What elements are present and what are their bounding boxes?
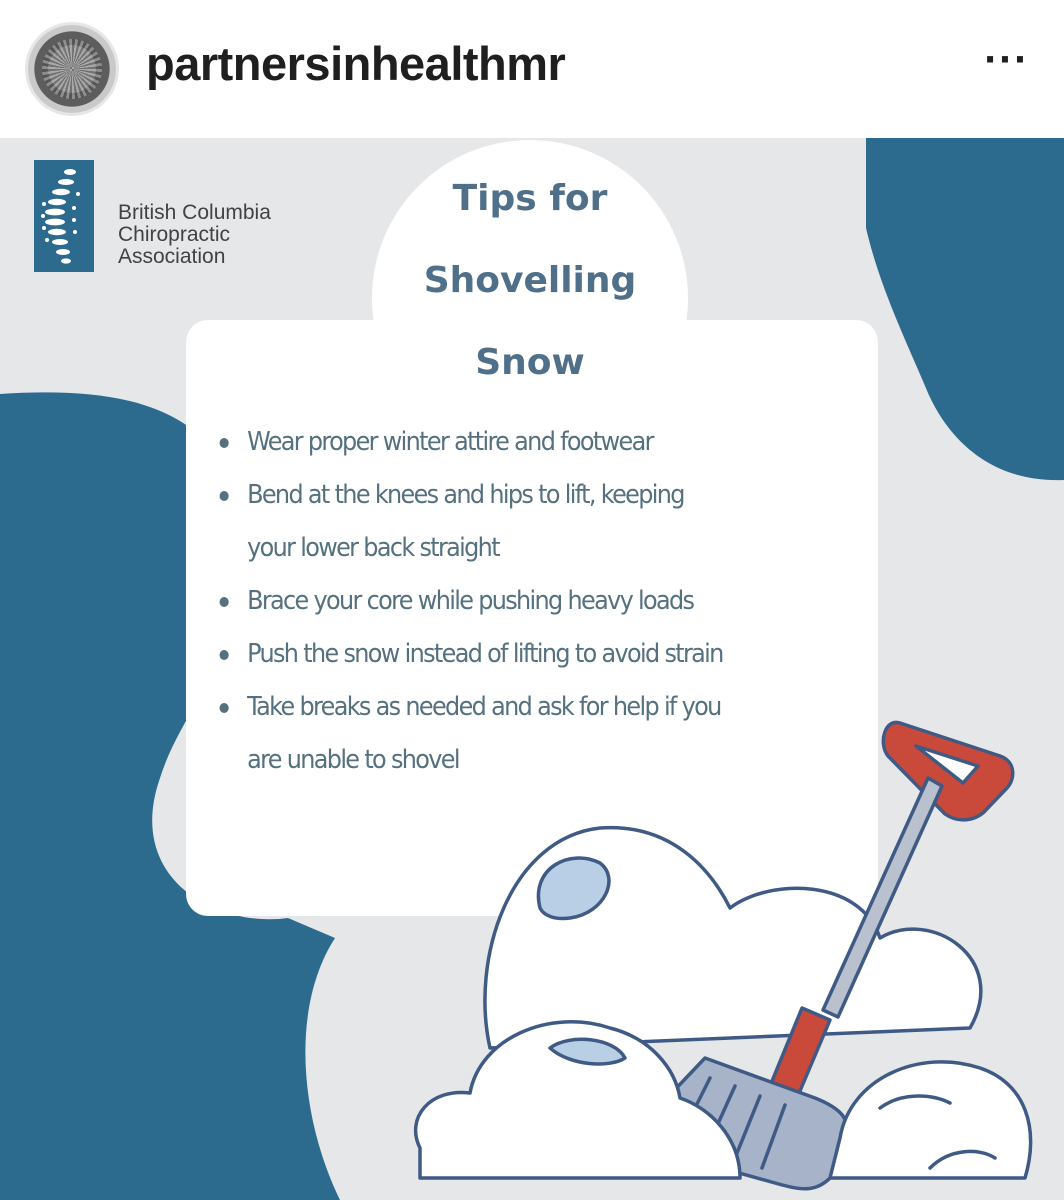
more-options-icon[interactable]: ··· [983, 40, 1029, 80]
post-image[interactable] [0, 138, 1064, 1200]
tip-text: Brace your core while pushing heavy loads [247, 586, 694, 616]
organization-name [118, 202, 358, 268]
tip-item [214, 416, 812, 469]
tip-item [214, 469, 812, 575]
bullet-icon [220, 491, 229, 501]
tip-text: Wear proper winter attire and footwear [247, 427, 653, 457]
tip-text: are unable to shovel [247, 745, 459, 775]
bullet-icon [220, 703, 229, 713]
organization-name-line: Chiropractic [118, 223, 231, 246]
tip-text: Push the snow instead of lifting to avoid strain [247, 639, 723, 669]
tip-text: Take breaks as needed and ask for help if you [247, 692, 721, 722]
bullet-icon [220, 650, 229, 660]
username-link[interactable]: partnersinhealthmr [146, 37, 566, 90]
organization-name-line: British Columbia [118, 201, 271, 224]
snow-mound-right [830, 1062, 1031, 1178]
blue-blob-right [866, 138, 1064, 480]
tip-text: your lower back straight [247, 533, 499, 563]
snow-shovel-illustration [410, 578, 1050, 1198]
title-line: Snow [475, 342, 585, 383]
spine-logo-icon [34, 160, 94, 272]
bullet-icon [220, 597, 229, 607]
post-header [0, 0, 1064, 138]
title-line: Tips for [452, 178, 608, 219]
tip-text: Bend at the knees and hips to lift, keeping [247, 480, 684, 510]
post-title [372, 158, 688, 404]
organization-name-line: Association [118, 245, 226, 268]
title-line: Shovelling [423, 260, 637, 301]
profile-avatar[interactable] [28, 25, 116, 113]
bullet-icon [220, 438, 229, 448]
